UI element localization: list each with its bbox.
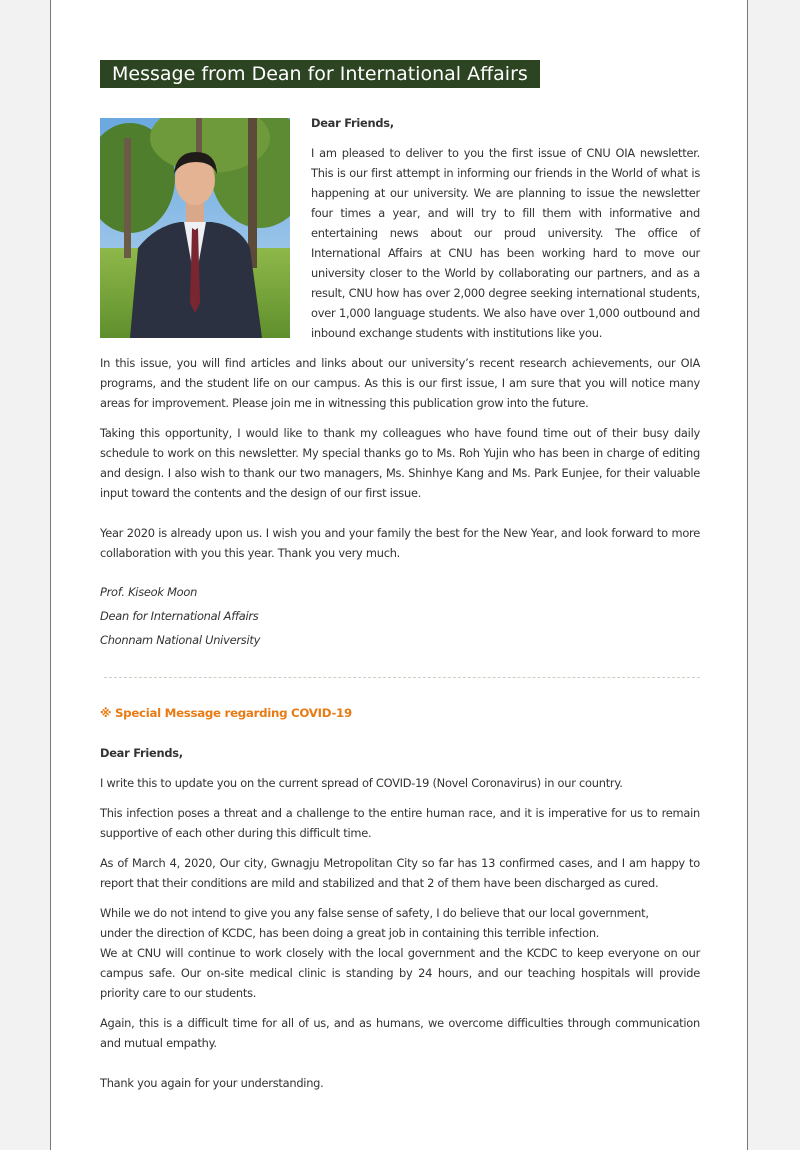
signature-org: Chonnam National University <box>100 633 261 647</box>
signature-name: Prof. Kiseok Moon <box>100 585 198 599</box>
covid-paragraph-4c: We at CNU will continue to work closely with the local government and the KCDC to keep everyone on our campus safe. Our on-site medical clinic is standing by 24 hours, and our teaching hospitals will provide priority care to our students. <box>100 946 700 1000</box>
covid-greeting: Dear Friends, <box>100 746 183 760</box>
covid-closing: Thank you again for your understanding. <box>100 1076 324 1090</box>
covid-paragraph-2: This infection poses a threat and a challenge to the entire human race, and it is imperative for us to remain supportive of each other during this difficult time. <box>100 806 700 840</box>
covid-paragraph-5: Again, this is a difficult time for all of us, and as humans, we overcome difficulties through communication and mutual empathy. <box>100 1016 700 1050</box>
covid-paragraph-1: I write this to update you on the current spread of COVID-19 (Novel Coronavirus) in our country. <box>100 776 623 790</box>
letter-paragraph-3: Taking this opportunity, I would like to thank my colleagues who have found time out of their busy daily schedule to work on this newsletter. My special thanks go to Ms. Roh Yujin who has been in charge of editing and design. I also wish to thank our two managers, Ms. Shinhye Kang and Ms. Park Eunjee, for their valuable input toward the contents and the design of our first issue. <box>100 426 700 500</box>
letter-paragraph-1: I am pleased to deliver to you the first issue of CNU OIA newsletter. This is our first attempt in informing our friends in the World of what is happening at our university. We are planning to issue the newsletter four times a year, and will try to fill them with informative and entertaining news about our proud university. The office of International Affairs at CNU has been working hard to move our university closer to the World by collaborating our partners, and as a result, CNU how has over 2,000 degree seeking international students, over 1,000 language students. We also have over 1,000 outbound and inbound exchange students with institutions like you. <box>311 146 700 340</box>
letter-greeting: Dear Friends, <box>311 116 394 130</box>
letter-paragraph-4: Year 2020 is already upon us. I wish you and your family the best for the New Year, and look forward to more collaboration with you this year. Thank you very much. <box>100 526 700 560</box>
covid-heading: ※ Special Message regarding COVID-19 <box>100 706 352 720</box>
covid-paragraph-4b: under the direction of KCDC, has been doing a great job in containing this terrible infection. <box>100 926 600 940</box>
letter-paragraph-2: In this issue, you will find articles and links about our university’s recent research achievements, our OIA programs, and the student life on our campus. As this is our first issue, I am sure that you will notice many areas for improvement. Please join me in witnessing this publication grow into the future. <box>100 356 700 410</box>
covid-paragraph-3: As of March 4, 2020, Our city, Gwnagju Metropolitan City so far has 13 confirmed cases, and I am happy to report that their conditions are mild and stabilized and that 2 of them have been discharged as cured. <box>100 856 700 890</box>
newsletter-page <box>50 0 748 1150</box>
page-title: Message from Dean for International Affairs <box>100 60 540 88</box>
section-divider <box>104 677 700 678</box>
covid-paragraph-4a: While we do not intend to give you any false sense of safety, I do believe that our local government, <box>100 906 649 920</box>
signature-role: Dean for International Affairs <box>100 609 259 623</box>
dean-photo <box>100 118 290 338</box>
